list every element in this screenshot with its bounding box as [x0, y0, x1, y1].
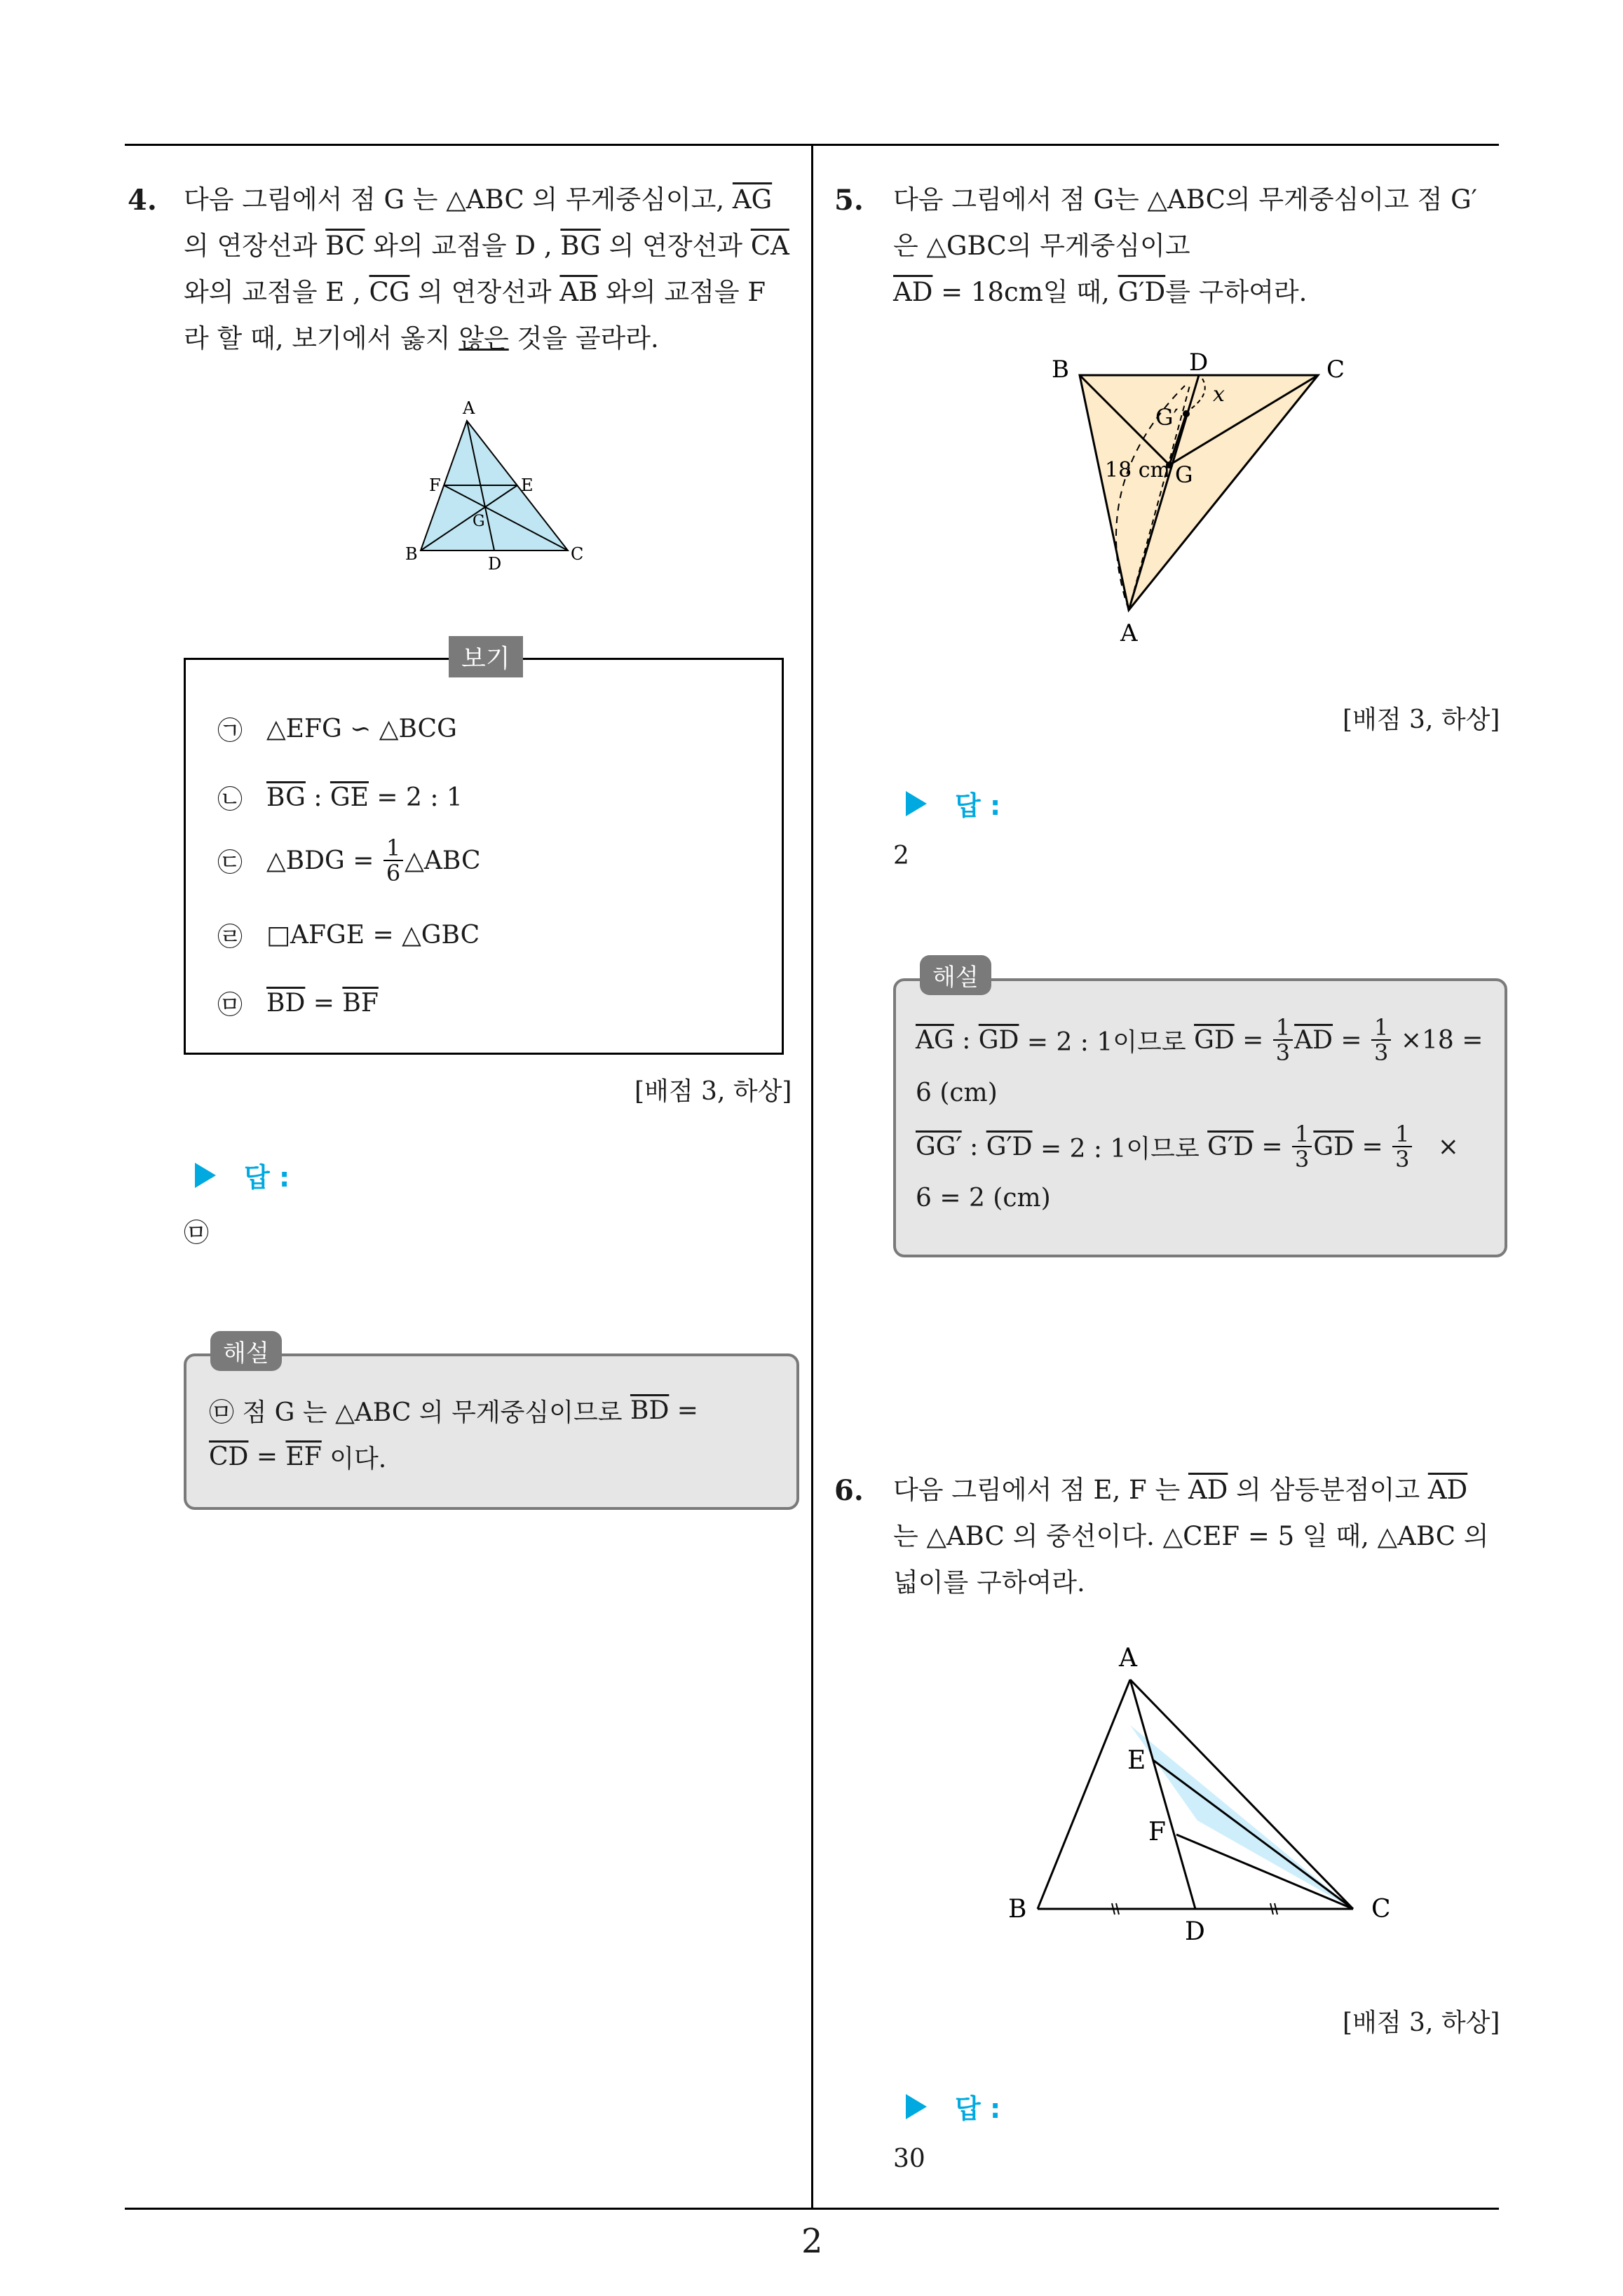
q5-explanation-tag: 해설	[920, 955, 991, 995]
q4-bogi-item-3: ㉢ △BDG = $\frac{1}{6}$ △ABC	[217, 835, 481, 886]
q5-score: [배점 3, 하상]	[1343, 705, 1500, 734]
q4-answer-arrow-icon	[195, 1163, 216, 1188]
page-number: 2	[801, 2222, 823, 2261]
q5-answer-arrow-icon	[906, 791, 927, 816]
q4-answer-value: ㉤	[184, 1219, 210, 1248]
q5-label-C: C	[1326, 356, 1345, 384]
q5-label-G: G	[1175, 461, 1193, 488]
q4-answer-label: 답 :	[195, 1156, 290, 1194]
q4-label-D: D	[488, 554, 502, 574]
q4-bogi-item-1: ㉠ △EFG ∽ △BCG	[217, 715, 457, 745]
q4-label-E: E	[521, 475, 534, 495]
q4-bogi-item-4: ㉣ □AFGE = △GBC	[217, 921, 480, 952]
q4-bogi-item-2: ㉡ $\overline{BG}$ : $\overline{GE}$ = 2 : 1	[217, 783, 463, 814]
q5-label-A: A	[1120, 619, 1138, 647]
q5-explanation-line-1: $\overline{AG}$ : $\overline{GD}$ = 2 : 1이므로 $\overline{GD}$ = $\frac{1}{3}$ $\overline{AD}$ = $\frac{1}{3}$ ×18 =	[916, 1014, 1483, 1066]
q5-question-text: 다음 그림에서 점 G는 △ABC의 무게중심이고 점 G′ 은 △GBC의 무게중심이고 $\overline{AD} = 18cm$일 때, G′D를 구하여라.	[893, 184, 1478, 307]
q4-label-B: B	[405, 544, 418, 564]
q4-bogi-item-5: ㉤ $\overline{BD}$ = $\overline{BF}$	[217, 989, 379, 1020]
q5-explanation-line-2: 6 (cm)	[916, 1079, 998, 1107]
q4-triangle-figure	[393, 393, 603, 575]
q6-label-B: B	[1008, 1895, 1027, 1924]
q4-score: [배점 3, 하상]	[634, 1077, 792, 1106]
q5-answer-value: 2	[893, 842, 909, 870]
q5-explanation-line-3: GG′ : G′D = 2 : 1이므로 G′D = $\frac{1}{3}$ $\overline{GD}$ = $\frac{1}{3}$ ×	[916, 1121, 1459, 1173]
q4-bogi-tag: 보기	[449, 636, 523, 677]
q6-question-text: 다음 그림에서 점 E, F 는 $\overline{AD}$ 의 삼등분점이고 $\overline{AD}$ 는 △ABC 의 중선이다. △CEF = 5 일 때, △ABC 의 넓이를 구하여라.	[893, 1475, 1489, 1598]
column-divider	[811, 144, 813, 2209]
q5-label-B: B	[1052, 356, 1069, 384]
q5-answer-label: 답 :	[906, 784, 1000, 823]
q6-answer-label: 답 :	[906, 2087, 1000, 2126]
q6-label-A: A	[1119, 1644, 1137, 1673]
q6-label-F: F	[1148, 1818, 1166, 1846]
q5-triangle-figure	[1052, 344, 1360, 659]
q5-explanation-line-4: 6 = 2 (cm)	[916, 1184, 1051, 1213]
q6-answer-arrow-icon	[906, 2094, 927, 2119]
q4-explanation-box	[184, 1353, 799, 1510]
q4-number: 4.	[128, 184, 157, 217]
q5-number: 5.	[834, 184, 864, 217]
q6-answer-value: 30	[893, 2145, 925, 2173]
q4-label-F: F	[429, 475, 441, 495]
q4-explanation-tag: 해설	[210, 1331, 282, 1371]
q5-label-x: x	[1213, 382, 1225, 407]
q4-explanation-line-1: ㉤ 점 G 는 △ABC 의 무게중심이므로 $\overline{BD}$ =	[209, 1396, 698, 1427]
q6-label-E: E	[1127, 1746, 1146, 1775]
q4-question-text: 다음 그림에서 점 G 는 △ABC 의 무게중심이고, $\overline{AG}$ 의 연장선과 $\overline{BC}$ 와의 교점을 D , $\overline{BG}$ 의 연장선과 $\overline{CA}$ 와의 교점을 E , $\overline{CG}$ 의 연장선과 $\overline{AB}$ 와의 교점을 F 라 할 때, 보기에서 옳지 않은 것을 골라라.	[184, 184, 789, 353]
q4-label-A: A	[463, 398, 475, 418]
q6-label-C: C	[1371, 1895, 1391, 1924]
q4-label-C: C	[571, 544, 584, 564]
q6-triangle-figure	[996, 1634, 1416, 1957]
q5-label-Gprime: G′	[1155, 404, 1179, 431]
q4-label-G: G	[473, 513, 485, 530]
q5-label-D: D	[1189, 349, 1209, 377]
bottom-rule	[125, 2208, 1499, 2210]
q6-score: [배점 3, 하상]	[1343, 2008, 1500, 2037]
q5-label-length: 18 cm	[1105, 458, 1170, 482]
q6-label-D: D	[1185, 1917, 1205, 1946]
q6-number: 6.	[834, 1474, 864, 1507]
q4-explanation-line-2: $\overline{CD}$ = $\overline{EF}$ 이다.	[209, 1443, 387, 1473]
